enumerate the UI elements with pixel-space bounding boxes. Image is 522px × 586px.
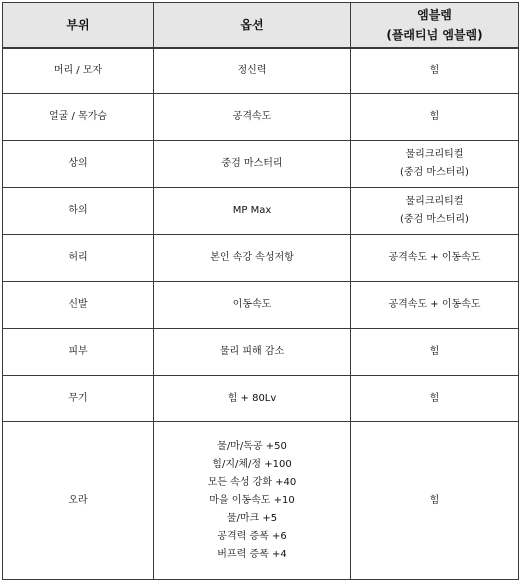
option-line: 힘/지/체/정 +100 <box>212 458 292 470</box>
option-line: 정신력 <box>237 64 267 76</box>
emblem-line: (중검 마스터리) <box>400 167 469 178</box>
option-line: 버프력 증폭 +4 <box>217 548 287 560</box>
table-row <box>3 94 519 141</box>
part-cell: 머리 / 모자 <box>3 48 154 94</box>
part-cell: 하의 <box>3 188 154 235</box>
emblem-cell <box>351 282 519 329</box>
header-row <box>3 3 519 48</box>
table-row <box>3 282 519 329</box>
header-emblem <box>351 3 519 48</box>
option-cell <box>154 376 351 422</box>
table-row <box>3 376 519 422</box>
part-cell: 신발 <box>3 282 154 329</box>
emblem-line: 힘 <box>429 494 440 506</box>
option-cell <box>154 282 351 329</box>
option-line: 모든 속성 강화 +40 <box>207 476 297 488</box>
option-line: 물/마크 +5 <box>226 512 278 524</box>
emblem-cell <box>351 48 519 94</box>
option-line: 공격속도 <box>232 111 272 122</box>
option-cell <box>154 94 351 141</box>
option-line: 공격력 증폭 +6 <box>217 530 287 542</box>
emblem-cell <box>351 235 519 282</box>
header-part: 부위 <box>3 3 154 48</box>
emblem-cell <box>351 329 519 376</box>
option-line: MP Max <box>232 205 272 216</box>
emblem-line: 힘 <box>429 346 440 357</box>
part-cell: 상의 <box>3 141 154 188</box>
option-line: 이동속도 <box>232 299 272 310</box>
emblem-line: 힘 <box>429 64 440 76</box>
emblem-line: 힘 <box>429 111 440 122</box>
table-row <box>3 422 519 580</box>
option-cell <box>154 141 351 188</box>
option-cell <box>154 329 351 376</box>
table-row <box>3 48 519 94</box>
emblem-line: 물리크리티컬 <box>405 149 464 160</box>
option-cell <box>154 188 351 235</box>
emblem-cell <box>351 141 519 188</box>
emblem-cell <box>351 94 519 141</box>
table-row <box>3 329 519 376</box>
part-cell: 허리 <box>3 235 154 282</box>
emblem-line: 공격속도 + 이동속도 <box>388 252 481 263</box>
option-line: 마을 이동속도 +10 <box>209 494 295 506</box>
option-line: 중검 마스터리 <box>221 158 283 169</box>
part-cell: 피부 <box>3 329 154 376</box>
option-cell <box>154 422 351 580</box>
emblem-cell <box>351 188 519 235</box>
option-line: 물/마/독공 +50 <box>217 440 287 452</box>
header-emblem-title: 엠블렘 <box>417 7 452 22</box>
part-cell: 얼굴 / 목가슴 <box>3 94 154 141</box>
option-cell <box>154 235 351 282</box>
emblem-line: 물리크리티컬 <box>405 196 464 207</box>
emblem-line: (중검 마스터리) <box>400 214 469 225</box>
emblem-cell <box>351 422 519 580</box>
table-row <box>3 141 519 188</box>
option-line: 물리 피해 감소 <box>219 346 285 357</box>
part-cell: 무기 <box>3 376 154 422</box>
header-emblem-subtitle: (플래티넘 엠블렘) <box>386 27 483 42</box>
table-row <box>3 235 519 282</box>
option-line: 본인 속강 속성저항 <box>210 252 294 263</box>
emblem-cell <box>351 376 519 422</box>
table-row <box>3 188 519 235</box>
part-cell: 오라 <box>3 422 154 580</box>
emblem-line: 공격속도 + 이동속도 <box>388 299 481 310</box>
option-line: 힘 + 80Lv <box>227 392 277 404</box>
header-option: 옵션 <box>154 3 351 48</box>
option-cell <box>154 48 351 94</box>
emblem-line: 힘 <box>429 392 440 404</box>
equipment-options-table <box>2 2 519 580</box>
